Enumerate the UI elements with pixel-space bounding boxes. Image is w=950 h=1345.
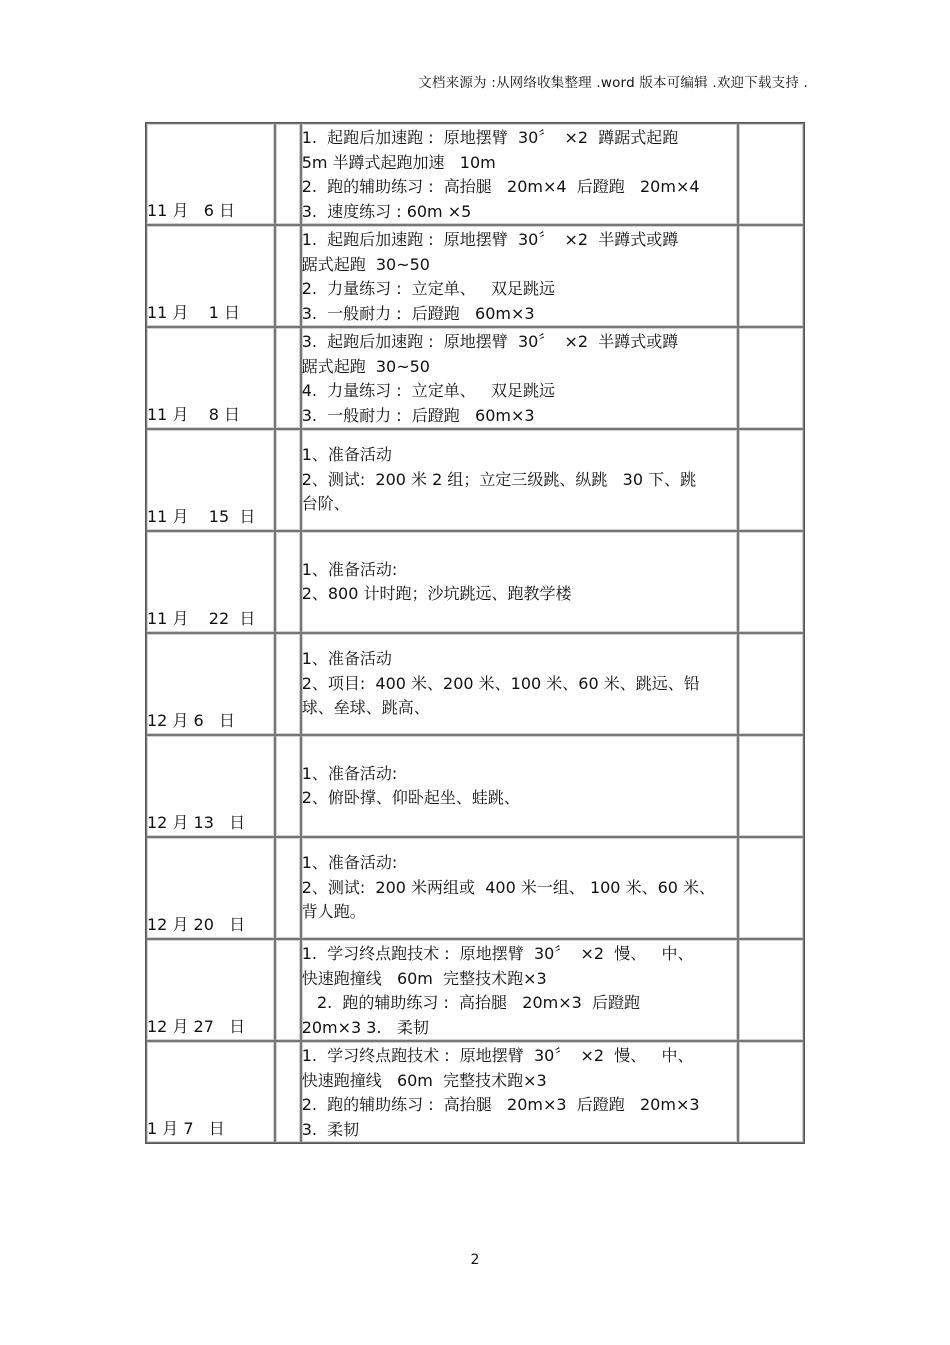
content-line: 2、测试: 200 米两组或 400 米一组、 100 米、60 米、 [301,877,716,897]
content-line: 4. 力量练习 : 立定单、 双足跳远 [301,381,556,400]
content-line: 2. 跑的辅助练习 : 高抬腿 20m×4 后蹬跑 20m×4 [301,177,700,196]
content-line: 1、准备活动 [301,649,392,669]
session-date: 11 月 22 日 [147,608,256,628]
date-cell [146,225,275,327]
date-cell [146,1041,275,1143]
content-line: 20m×3 3. 柔韧 [301,1017,429,1037]
content-line: 快速跑撞线 60m 完整技术跑×3 [301,1070,547,1090]
note-cell [738,429,804,531]
schedule-row [146,429,804,531]
blank-cell [275,939,301,1041]
schedule-row [146,123,804,225]
content-line: 3. 一般耐力 : 后蹬跑 60m×3 [301,405,535,425]
content-line: 2、测试: 200 米 2 组；立定三级跳、纵跳 30 下、跳 [301,469,697,489]
date-cell [146,327,275,429]
note-cell [738,735,804,837]
blank-cell [275,1041,301,1143]
session-date: 12 月 20 日 [147,914,246,934]
training-content-cell [301,735,738,837]
blank-cell [275,531,301,633]
date-cell [146,837,275,939]
note-cell [738,1041,804,1143]
content-line: 1. 起跑后加速跑 : 原地摆臂 30〞 ×2 半蹲式或蹲 [301,230,679,249]
content-line: 2、800 计时跑；沙坑跳远、跑教学楼 [301,584,572,603]
content-line: 台阶、 [301,494,350,514]
note-cell [738,327,804,429]
schedule-row [146,837,804,939]
session-date: 11 月 8 日 [147,404,241,424]
schedule-row [146,531,804,633]
date-cell [146,939,275,1041]
content-line: 1、准备活动: [301,763,398,783]
date-cell [146,123,275,225]
schedule-row [146,939,804,1041]
training-content-cell [301,531,738,633]
note-cell [738,123,804,225]
schedule-row [146,225,804,327]
content-line: 球、垒球、跳高、 [301,698,430,718]
schedule-row [146,735,804,837]
content-line: 3. 柔韧 [301,1119,360,1139]
content-line: 2、项目: 400 米、200 米、100 米、60 米、跳远、铅 [301,673,700,693]
content-line: 2. 跑的辅助练习 : 高抬腿 20m×3 后蹬跑 [301,993,641,1012]
date-cell [146,735,275,837]
content-line: 1. 起跑后加速跑 : 原地摆臂 30〞 ×2 蹲踞式起跑 [301,128,679,147]
content-line: 3. 速度练习 : 60m ×5 [301,201,472,221]
schedule-row [146,1041,804,1143]
note-cell [738,837,804,939]
session-date: 12 月 13 日 [147,812,246,832]
training-content-cell [301,837,738,939]
session-date: 1 月 7 日 [147,1118,225,1138]
date-cell [146,633,275,735]
blank-cell [275,735,301,837]
page-number: 2 [470,1252,480,1268]
training-content-cell [301,1041,738,1143]
content-line: 2. 力量练习 : 立定单、 双足跳远 [301,279,556,298]
note-cell [738,225,804,327]
content-line: 5m 半蹲式起跑加速 10m [301,152,496,172]
blank-cell [275,429,301,531]
training-content-cell [301,327,738,429]
session-date: 12 月 6 日 [147,710,235,730]
content-line: 2. 跑的辅助练习 : 高抬腿 20m×3 后蹬跑 20m×3 [301,1095,700,1114]
training-content-cell [301,633,738,735]
blank-cell [275,633,301,735]
schedule-row [146,633,804,735]
training-content-cell [301,225,738,327]
training-schedule-table [145,122,805,1144]
schedule-row [146,327,804,429]
content-line: 3. 一般耐力 : 后蹬跑 60m×3 [301,303,535,323]
training-content-cell [301,939,738,1041]
content-line: 1、准备活动 [301,445,392,465]
content-line: 快速跑撞线 60m 完整技术跑×3 [301,968,547,988]
content-line: 1、准备活动: [301,559,398,579]
content-line: 踞式起跑 30~50 [301,356,430,376]
content-line: 1、准备活动: [301,853,398,873]
session-date: 12 月 27 日 [147,1016,246,1036]
training-content-cell [301,123,738,225]
blank-cell [275,327,301,429]
content-line: 1. 学习终点跑技术 : 原地摆臂 30〞 ×2 慢、 中、 [301,1046,694,1065]
blank-cell [275,225,301,327]
note-cell [738,633,804,735]
session-date: 11 月 15 日 [147,506,256,526]
page-header: 文档来源为 :从网络收集整理 .word 版本可编辑 .欢迎下载支持 . [418,75,808,91]
content-line: 踞式起跑 30~50 [301,254,430,274]
content-line: 2、俯卧撑、仰卧起坐、蛙跳、 [301,788,520,807]
content-line: 背人跑。 [301,902,366,922]
note-cell [738,939,804,1041]
training-content-cell [301,429,738,531]
blank-cell [275,837,301,939]
date-cell [146,531,275,633]
date-cell [146,429,275,531]
content-line: 3. 起跑后加速跑 : 原地摆臂 30〞 ×2 半蹲式或蹲 [301,332,679,351]
schedule-body [146,123,804,1143]
content-line: 1. 学习终点跑技术 : 原地摆臂 30〞 ×2 慢、 中、 [301,944,694,963]
note-cell [738,531,804,633]
blank-cell [275,123,301,225]
session-date: 11 月 1 日 [147,302,241,322]
session-date: 11 月 6 日 [147,200,235,220]
